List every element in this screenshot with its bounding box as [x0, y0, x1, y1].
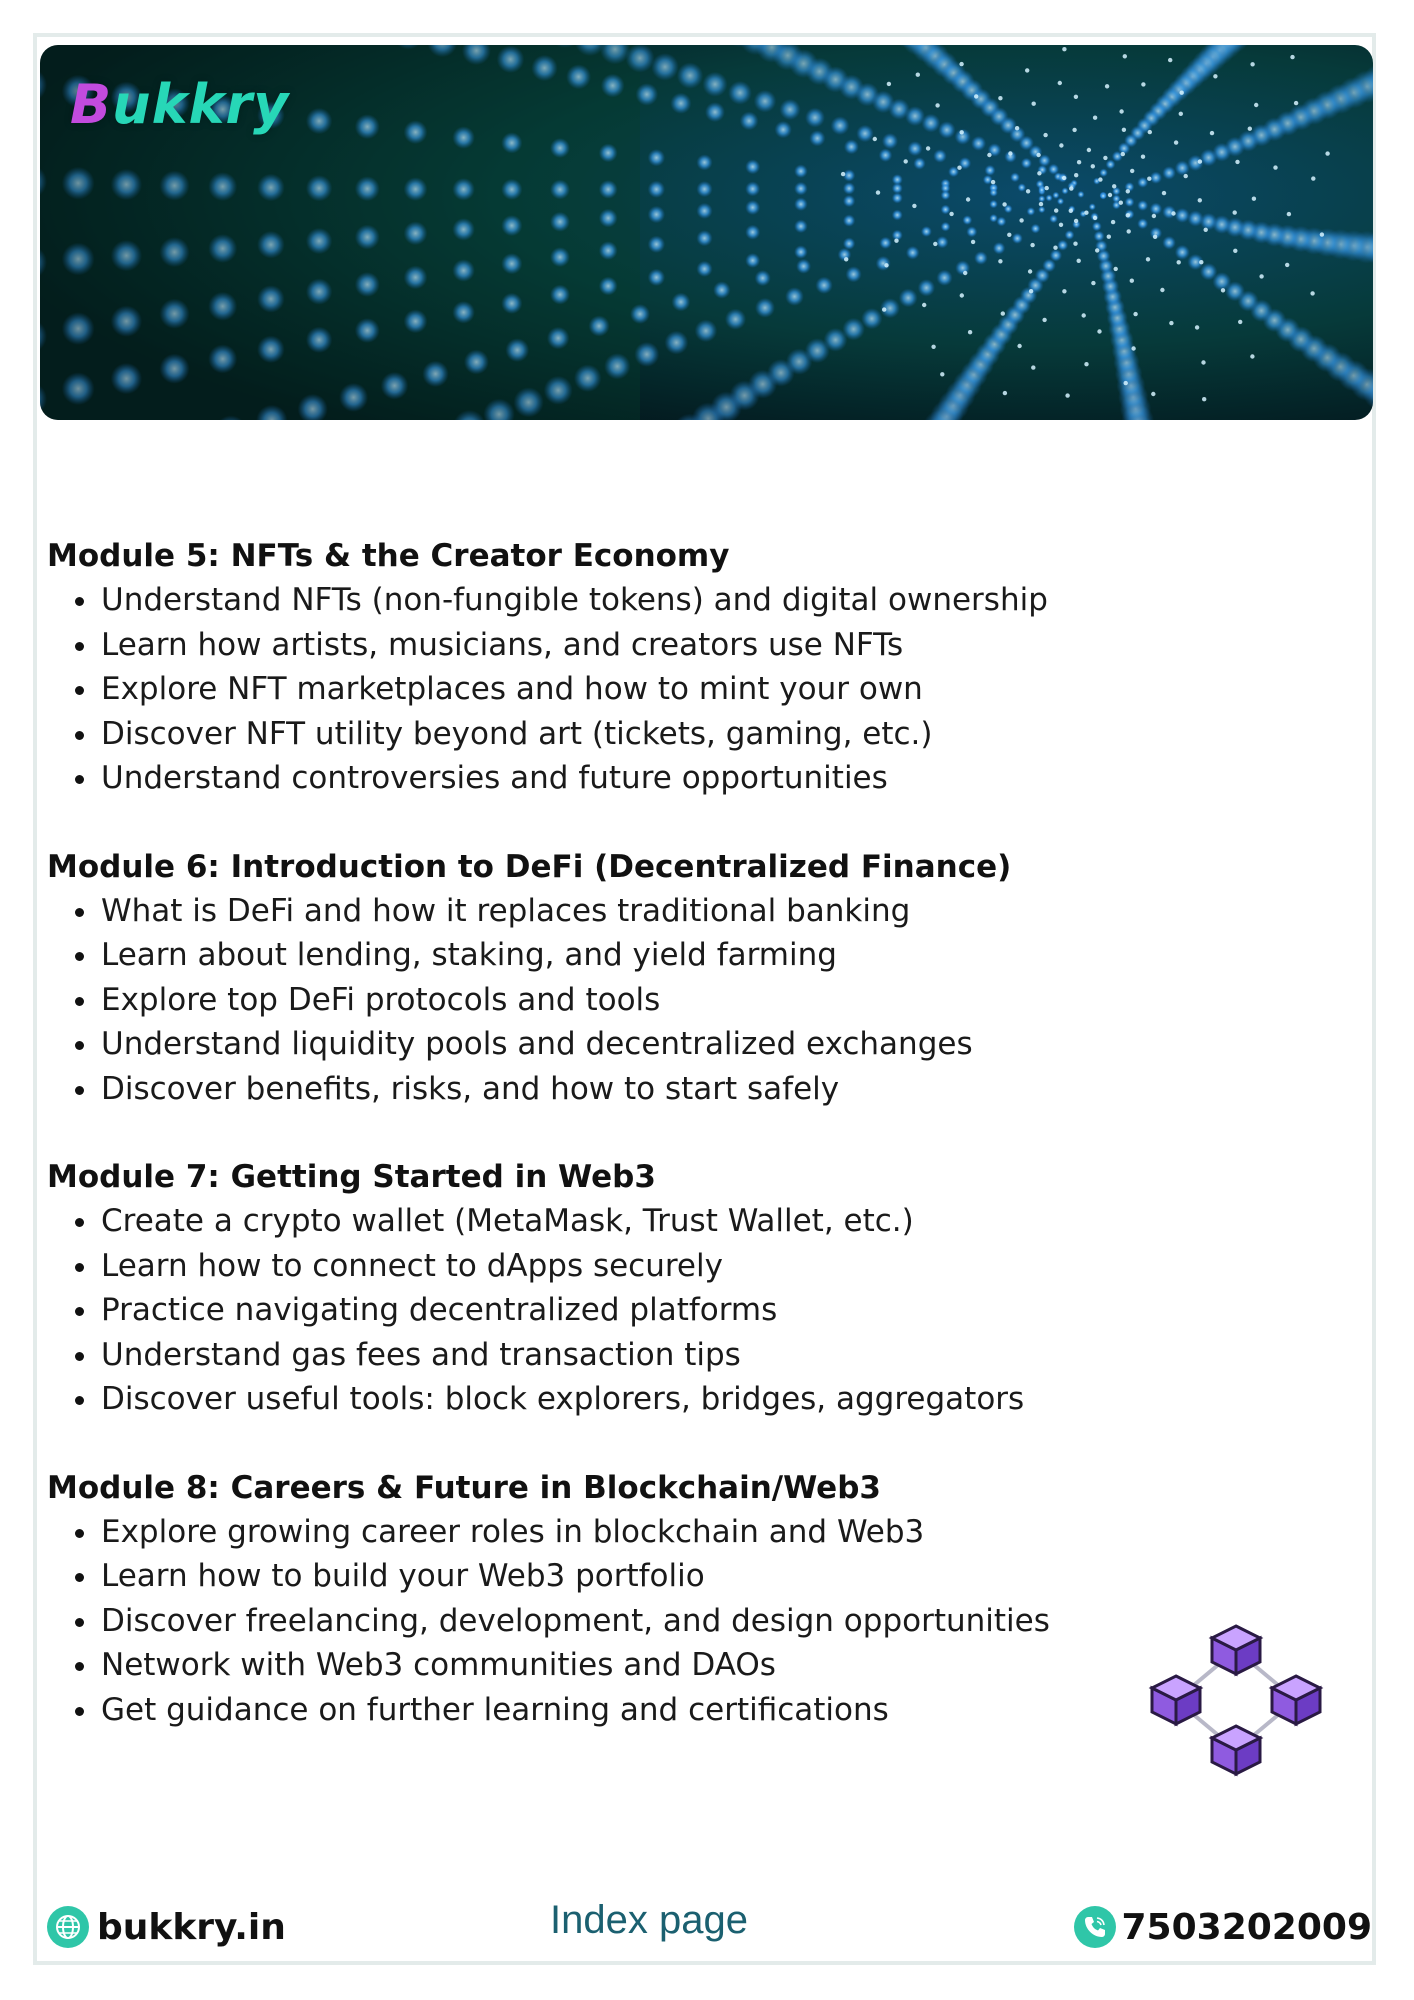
module-title: Module 8: Careers & Future in Blockchain/Web3	[47, 1469, 881, 1506]
list-item: Understand liquidity pools and decentralized exchanges	[101, 1022, 1147, 1067]
list-item: Discover benefits, risks, and how to start safely	[101, 1067, 1147, 1112]
brand-logo: Bukkry	[70, 73, 290, 136]
module-section	[47, 1466, 1147, 1733]
footer-phone[interactable]	[1074, 1906, 1373, 1948]
module-items	[47, 1199, 1147, 1422]
module-section	[47, 534, 1147, 801]
module-items	[47, 578, 1147, 801]
module-list	[47, 534, 1147, 1776]
list-item: Network with Web3 communities and DAOs	[101, 1643, 1147, 1688]
module-title: Module 5: NFTs & the Creator Economy	[47, 538, 730, 574]
globe-icon	[47, 1906, 89, 1948]
phone-icon	[1074, 1906, 1116, 1948]
blockchain-cubes-icon	[1146, 1620, 1326, 1785]
list-item: Learn how artists, musicians, and creators use NFTs	[101, 623, 1147, 668]
module-items	[47, 1510, 1147, 1733]
list-item: Discover freelancing, development, and design opportunities	[101, 1599, 1147, 1644]
module-title: Module 6: Introduction to DeFi (Decentralized Finance)	[47, 848, 1012, 885]
module-title: Module 7: Getting Started in Web3	[47, 1159, 656, 1195]
header-banner	[40, 45, 1373, 420]
list-item: Learn how to build your Web3 portfolio	[101, 1554, 1147, 1599]
list-item: Learn about lending, staking, and yield farming	[101, 933, 1147, 978]
list-item: Learn how to connect to dApps securely	[101, 1244, 1147, 1289]
list-item: Understand NFTs (non-fungible tokens) and digital ownership	[101, 578, 1147, 623]
page-label: Index page	[550, 1898, 748, 1942]
list-item: What is DeFi and how it replaces traditional banking	[101, 889, 1147, 934]
module-section	[47, 1155, 1147, 1422]
list-item: Understand gas fees and transaction tips	[101, 1333, 1147, 1378]
list-item: Create a crypto wallet (MetaMask, Trust Wallet, etc.)	[101, 1199, 1147, 1244]
list-item: Get guidance on further learning and certifications	[101, 1688, 1147, 1733]
website-link[interactable]: bukkry.in	[97, 1906, 286, 1948]
list-item: Understand controversies and future opportunities	[101, 756, 1147, 801]
footer-website[interactable]	[47, 1906, 286, 1948]
module-section	[47, 845, 1147, 1112]
list-item: Explore NFT marketplaces and how to mint your own	[101, 667, 1147, 712]
list-item: Explore growing career roles in blockchain and Web3	[101, 1510, 1147, 1555]
list-item: Practice navigating decentralized platforms	[101, 1288, 1147, 1333]
list-item: Discover NFT utility beyond art (tickets, gaming, etc.)	[101, 712, 1147, 757]
module-items	[47, 889, 1147, 1112]
phone-number[interactable]: 7503202009	[1121, 1906, 1372, 1948]
list-item: Explore top DeFi protocols and tools	[101, 978, 1147, 1023]
list-item: Discover useful tools: block explorers, bridges, aggregators	[101, 1377, 1147, 1422]
